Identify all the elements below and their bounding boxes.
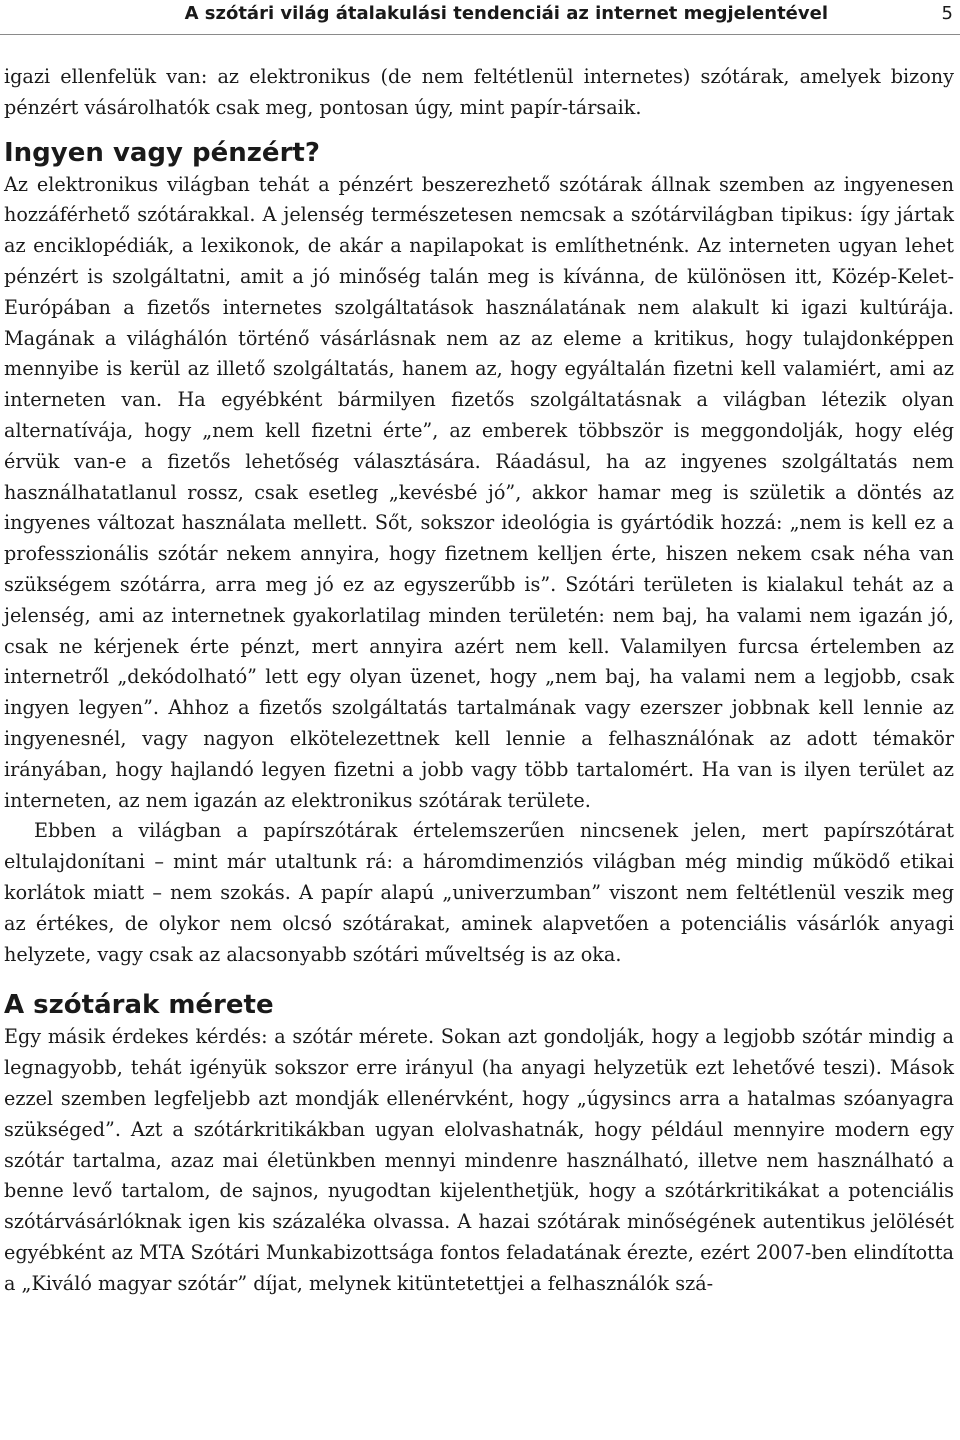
paragraph-intro: igazi ellenfelük van: az elektronikus (de nem feltétlenül internetes) szótárak, amelyek bizony pénzért vásárolhatók csak meg, pontosan úgy, mint papír-társaik.	[4, 65, 954, 119]
section-heading-meret: A szótárak mérete	[4, 990, 274, 1021]
section-heading-ingyen: Ingyen vagy pénzért?	[4, 137, 320, 168]
body-text	[4, 62, 954, 1299]
paragraph-2: Ebben a világban a papírszótárak értelemszerűen nincsenek jelen, mert papírszótárat eltulajdonítani – mint már utaltunk rá: a háromdimenziós világban még mindig működő etikai korlátok miatt – nem szokás. A papír alapú „univerzumban” viszont nem feltétlenül veszik meg az értékes, de olykor nem olcsó szótárakat, aminek alapvetően a potenciális vásárlók anyagi helyzete, vagy csak az alacsonyabb szótári műveltség is az oka.	[4, 819, 954, 966]
running-header	[0, 0, 960, 35]
page-number: 5	[941, 3, 953, 24]
running-title: A szótári világ átalakulási tendenciái az internet megjelentével	[184, 3, 828, 24]
paragraph-1: Az elektronikus világban tehát a pénzért beszerezhető szótárak állnak szemben az ingyenesen hozzáférhető szótárakkal. A jelenség természetesen nemcsak a szótárvilágban tipikus: így jártak az enciklopédiák, a lexikonok, de akár a napilapokat is említhetnénk. Az interneten ugyan lehet pénzért is szolgáltatni, amit a jó minőség talán meg is kívánna, de különösen itt, Közép-Kelet-Európában a fizetős internetes szolgáltatások használatának nem alakult ki igazi kultúrája. Magának a világhálón történő vásárlásnak nem az az eleme a kritikus, hogy tulajdonképpen mennyibe is kerül az illető szolgáltatás, hanem az, hogy egyáltalán fizetni kell valamiért, ami az interneten van. Ha egyébként bármilyen fizetős szolgáltatásnak a világban létezik olyan alternatívája, hogy „nem kell fizetni érte”, az emberek többször is meggondolják, hogy elég érvük van-e a fizetős lehetőség választására. Ráadásul, ha az ingyenes szolgáltatás nem használhatatlanul rossz, csak esetleg „kevésbé jó”, akkor hamar meg is születik a döntés az ingyenes változat használata mellett. Sőt, sokszor ideológia is gyártódik hozzá: „nem is kell ez a professzionális szótár nekem annyira, hogy fizetnem kelljen érte, hiszen nekem csak néha van szükségem szótárra, arra meg jó ez az egyszerűbb is”. Szótári területen is kialakul tehát az a jelenség, ami az internetnek gyakorlatilag minden területén: nem baj, ha valami nem igazán jó, csak ne kérjenek érte pénzt, mert annyira azért nem kell. Valamilyen furcsa értelemben az internetről „dekódolható” lett egy olyan üzenet, hogy „nem baj, ha valami nem a legjobb, csak ingyen legyen”. Ahhoz a fizetős szolgáltatás tartalmának vagy ezerszer jobbnak kell lennie az ingyenesnél, vagy nagyon elkötelezettnek kell lennie a felhasználónak az adott témakör irányában, hogy hajlandó legyen fizetni a jobb vagy több tartalomért. Ha van is ilyen terület az interneten, az nem igazán az elektronikus szótárak területe.	[4, 172, 954, 812]
paragraph-3: Egy másik érdekes kérdés: a szótár mérete. Sokan azt gondolják, hogy a legjobb szótár mindig a legnagyobb, tehát igényük sokszor erre irányul (ha anyagi helyzetük ezt lehetővé teszi). Mások ezzel szemben legfeljebb azt mondják ellenérvként, hogy „úgysincs arra a hatalmas szóanyagra szükséged”. Azt a szótárkritikákban ugyan elolvashatnák, hogy például mennyire modern egy szótár tartalma, azaz mai életünkben mennyi mindenre használható, illetve nem használható a benne levő tartalom, de sajnos, nyugodtan kijelenthetjük, hogy a szótárkritikákat a potenciális szótárvásárlóknak igen kis százaléka olvassa. A hazai szótárak minőségének autentikus jelölését egyébként az MTA Szótári Munkabizottsága fontos feladatának érezte, ezért 2007-ben elindította a „Kiváló magyar szótár” díjat, melynek kitüntetettjei a felhasználók szá-	[4, 1025, 954, 1295]
